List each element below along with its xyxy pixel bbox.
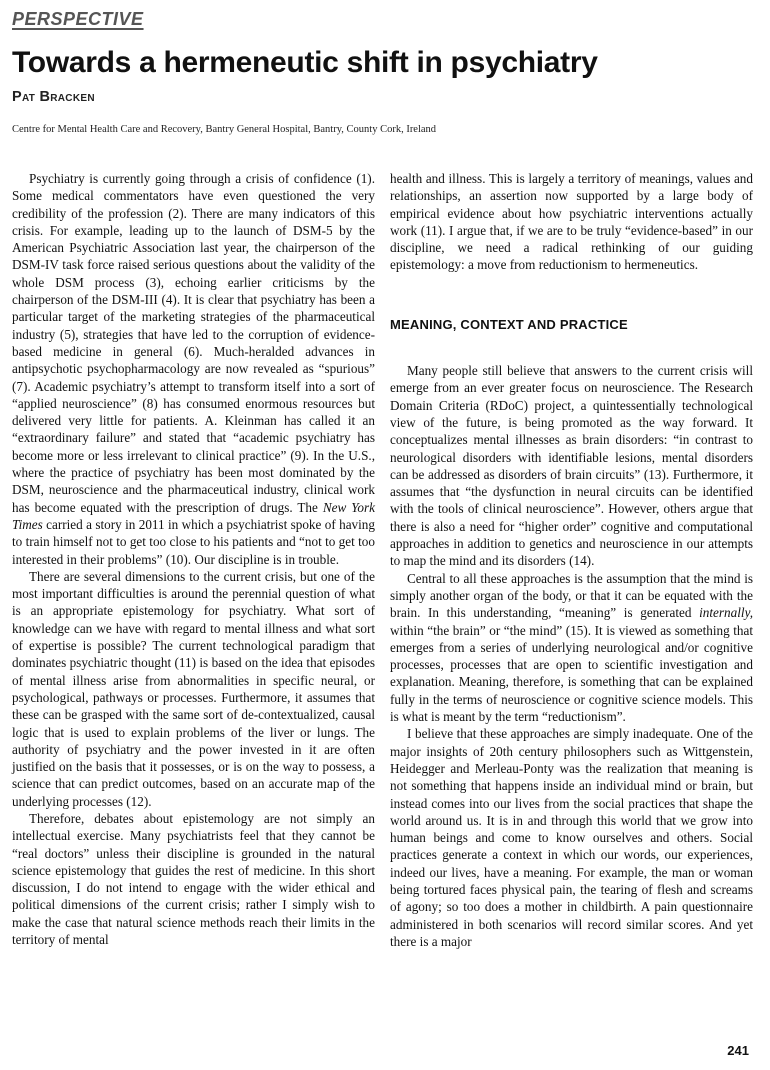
body-paragraph: There are several dimensions to the current crisis, but one of the most important difficulties is around the perennial question of what is an appropriate epistemology for psychiatry. What sort of knowledge can we have with regard to mental illness and what sort of expertise is possible? The current technological paradigm that dominates psychiatric thought (11) is based on the idea that episodes of mental illness arise from abnormalities in specific neural, or psychological, pathways or processes. Furthermore, it assumes that these can be grasped with the same sort of de-contextualized, causal logic that is used to explain problems of the liver or lungs. The authority of psychiatry and the power invested in it are often justified on the basis that it possesses, or is on the way to possess, a science that can predict outcomes, based on an accurate map of the underlying processes (12).	[12, 568, 375, 809]
author-affiliation: Centre for Mental Health Care and Recovery, Bantry General Hospital, Bantry, County Cork, Ireland	[12, 124, 437, 135]
body-paragraph-continued: health and illness. This is largely a territory of meanings, values and relationships, an assertion now supported by a large body of empirical evidence about how psychiatric interventions actually work (11). I argue that, if we are to be truly “evidence-based” in our discipline, we need a radical rethinking of our guiding epistemology: a move from reductionism to hermeneutics.	[390, 171, 753, 273]
paragraph-text: within “the brain” or “the mind” (15). It is viewed as something that emerges from a series of underlying neurological and/or cognitive processes, processes that are open to scientific investigation and explanation. Meaning, therefore, is something that can be explained fully in the terms of neuroscience or cognitive science models. This is what is meant by the term “reductionism”.	[390, 622, 753, 725]
article-title: Towards a hermeneutic shift in psychiatry	[12, 46, 598, 79]
right-column	[390, 170, 753, 950]
body-paragraph: Many people still believe that answers to the current crisis will emerge from an ever greater focus on neuroscience. The Research Domain Criteria (RDoC) project, a quintessentially technological view of the future, is being promoted as the way forward. It conceptualizes mental illnesses as brain disorders: “in contrast to neurological disorders with identifiable lesions, mental disorders can be addressed as disorders of brain circuits” (13). Furthermore, it assumes that “the dysfunction in neural circuits can be identified with the tools of clinical neuroscience”. However, others argue that there is also a need for “higher order” cognitive and computational approaches in addition to genetics and neuroscience in our attempts to map the mind and its disorders (14).	[390, 363, 753, 569]
body-paragraph: Therefore, debates about epistemology are not simply an intellectual exercise. Many psychiatrists feel that they cannot be “real doctors” unless their discipline is grounded in the natural science epistemology that guides the rest of medicine. In this short discussion, I do not intend to engage with the wider ethical and political dimensions of the current crisis; rather I simply wish to make the case that natural science methods reach their limits in the territory of mental	[12, 810, 375, 948]
paragraph-text: Psychiatry is currently going through a crisis of confidence (1). Some medical commentators have even questioned the very credibility of the profession (2). There are many indicators of this crisis. For example, leading up to the launch of DSM-5 by the American Psychiatric Association last year, the chairperson of the DSM-IV task force raised serious questions about the validity of the whole DSM process (3), echoing earlier criticisms by the chairperson of the DSM-III (4). It is clear that psychiatry has been a particular target of the marketing strategies of the pharmaceutical industry (5), strategies that have led to the corruption of evidence-based medicine in general (6). Much-heralded advances in antipsychotic psychopharmacology are now revealed as “spurious” (7). Academic psychiatry’s attempt to transform itself into a sort of “applied neuroscience” (8) has consumed enormous resources but delivered very little for patients. A. Kleinman has called it an “extraordinary failure” and stated that “academic psychiatry has become more or less irrelevant to clinical practice” (9). In the U.S., where the practice of psychiatry has been most dominated by the DSM, neuroscience and the pharmaceutical industry, clinical work has become equated with the prescription of drugs. The	[12, 171, 375, 515]
page-number: 241	[727, 1043, 749, 1058]
paragraph-text: Central to all these approaches is the assumption that the mind is simply another organ of the body, or that it can be equated with the brain. In this understanding, “meaning” is generated	[390, 570, 753, 621]
body-paragraph	[12, 170, 375, 568]
section-kicker: PERSPECTIVE	[12, 9, 144, 29]
body-paragraph: I believe that these approaches are simply inadequate. One of the major insights of 20th century philosophers such as Wittgenstein, Heidegger and Merleau-Ponty was the realization that meaning is not something that happens inside an individual mind or brain, but instead comes into our lives from the social practices that shape the world around us. It is in and through this world that we grow into human beings and come to know ourselves and others. Social practices generate a context in which our words, our experiences, indeed our lives, have a meaning. For example, the man or woman being tortured faces physical pain, the tearing of flesh and screams of agony; so too does a mother in childbirth. A pain questionnaire administered in both scenarios will record similar scores. And yet there is a major	[390, 726, 753, 949]
paragraph-text: carried a story in 2011 in which a psychiatrist spoke of having to train himself not to get too close to his patients and “not to get too interested in their problems” (10). Our discipline is in trouble.	[12, 516, 375, 567]
italic-emphasis: internally,	[699, 605, 753, 621]
author-name: Pat Bracken	[12, 89, 95, 105]
body-paragraph	[390, 570, 753, 726]
italic-publication-name: New York Times	[12, 499, 375, 532]
left-column	[12, 170, 375, 948]
section-heading: MEANING, CONTEXT AND PRACTICE	[390, 316, 628, 332]
